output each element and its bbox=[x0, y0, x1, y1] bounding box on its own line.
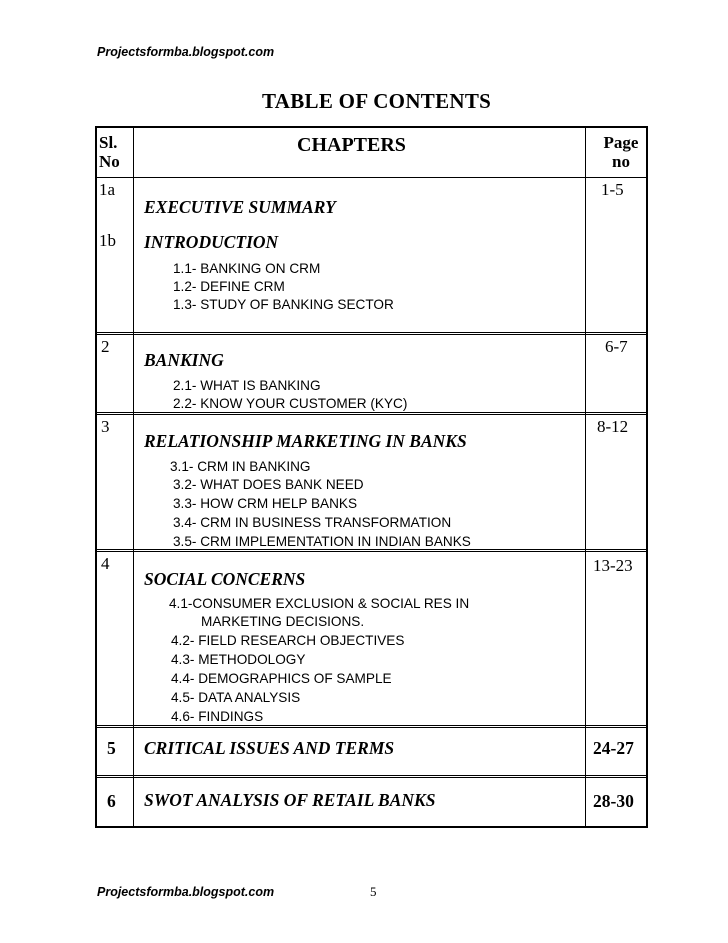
footer-site: Projectsformba.blogspot.com bbox=[97, 885, 275, 899]
col-header-sl-line1: Sl. bbox=[99, 133, 118, 152]
row-number: 5 bbox=[107, 738, 116, 758]
row-number: 1b bbox=[99, 231, 116, 250]
subsection: 3.2- WHAT DOES BANK NEED bbox=[173, 477, 364, 492]
col-header-page bbox=[599, 133, 643, 171]
header-site: Projectsformba.blogspot.com bbox=[97, 45, 275, 59]
row-divider bbox=[97, 412, 646, 413]
col-header-sl-line2: No bbox=[99, 152, 120, 171]
chapter-title: CRITICAL ISSUES AND TERMS bbox=[144, 738, 395, 758]
subsection: 1.3- STUDY OF BANKING SECTOR bbox=[173, 297, 394, 312]
row-divider bbox=[97, 725, 646, 726]
subsection: MARKETING DECISIONS. bbox=[201, 614, 365, 629]
subsection: 3.3- HOW CRM HELP BANKS bbox=[173, 496, 358, 511]
row-number: 6 bbox=[107, 791, 116, 811]
subsection: 3.1- CRM IN BANKING bbox=[170, 459, 311, 474]
subsection: 2.2- KNOW YOUR CUSTOMER (KYC) bbox=[173, 396, 408, 411]
row-divider bbox=[97, 775, 646, 776]
subsection: 4.3- METHODOLOGY bbox=[171, 652, 306, 667]
header-divider bbox=[97, 177, 646, 178]
col-header-page-line1: Page bbox=[603, 133, 639, 152]
col-header-page-line2: no bbox=[612, 152, 630, 171]
subsection: 4.5- DATA ANALYSIS bbox=[171, 690, 301, 705]
toc-table bbox=[95, 126, 648, 828]
chapter-title: SOCIAL CONCERNS bbox=[144, 569, 306, 589]
col-divider-left bbox=[133, 128, 134, 826]
page-range: 8-12 bbox=[597, 417, 629, 436]
chapter-title: INTRODUCTION bbox=[144, 232, 279, 252]
row-number: 1a bbox=[99, 180, 116, 199]
page-range: 13-23 bbox=[593, 556, 633, 575]
subsection: 1.1- BANKING ON CRM bbox=[173, 261, 321, 276]
subsection: 3.5- CRM IMPLEMENTATION IN INDIAN BANKS bbox=[173, 534, 471, 549]
subsection: 1.2- DEFINE CRM bbox=[173, 279, 285, 294]
row-number: 2 bbox=[101, 337, 110, 356]
col-divider-right bbox=[585, 128, 586, 826]
subsection: 4.6- FINDINGS bbox=[171, 709, 264, 724]
col-header-sl bbox=[99, 133, 120, 171]
chapter-title: RELATIONSHIP MARKETING IN BANKS bbox=[144, 431, 467, 451]
chapter-title: BANKING bbox=[144, 350, 224, 370]
col-header-chapters: CHAPTERS bbox=[297, 134, 406, 156]
chapter-title: EXECUTIVE SUMMARY bbox=[144, 197, 336, 217]
page-title: TABLE OF CONTENTS bbox=[262, 89, 492, 113]
row-number: 3 bbox=[101, 417, 110, 436]
subsection: 4.2- FIELD RESEARCH OBJECTIVES bbox=[171, 633, 405, 648]
row-divider bbox=[97, 332, 646, 333]
subsection: 2.1- WHAT IS BANKING bbox=[173, 378, 321, 393]
subsection: 3.4- CRM IN BUSINESS TRANSFORMATION bbox=[173, 515, 452, 530]
page-range: 24-27 bbox=[593, 738, 634, 758]
page-number: 5 bbox=[370, 884, 377, 899]
page-range: 1-5 bbox=[601, 180, 624, 199]
row-number: 4 bbox=[101, 554, 110, 573]
page-range: 28-30 bbox=[593, 791, 634, 811]
row-divider bbox=[97, 549, 646, 550]
page-range: 6-7 bbox=[605, 337, 628, 356]
chapter-title: SWOT ANALYSIS OF RETAIL BANKS bbox=[144, 790, 436, 810]
subsection: 4.4- DEMOGRAPHICS OF SAMPLE bbox=[171, 671, 392, 686]
subsection: 4.1-CONSUMER EXCLUSION & SOCIAL RES IN bbox=[169, 596, 470, 611]
